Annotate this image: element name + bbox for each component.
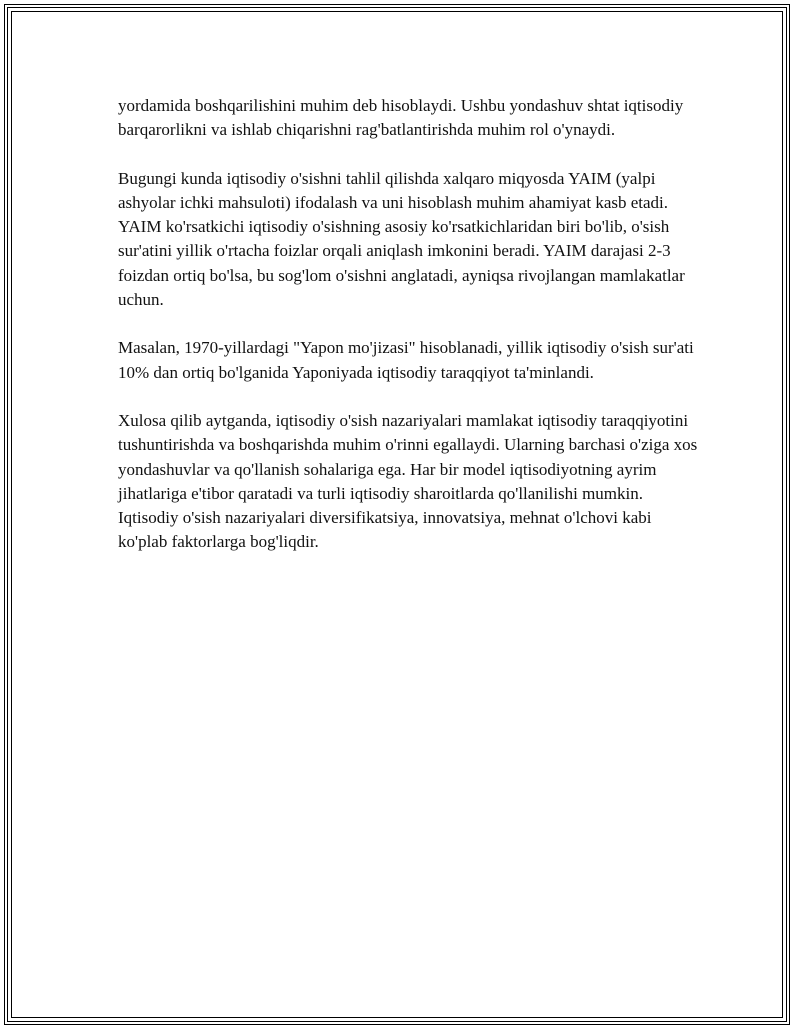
paragraph-3: Masalan, 1970-yillardagi "Yapon mo'jizasi" hisoblanadi, yillik iqtisodiy o'sish sur'ati 10% dan ortiq bo'lganida Yaponiyada iqtisodiy taraqqiyot ta'minlandi. [118,338,694,382]
paragraph-4: Xulosa qilib aytganda, iqtisodiy o'sish nazariyalari mamlakat iqtisodiy taraqqiyotini tushuntirishda va boshqarishda muhim o'rinni egallaydi. Ularning barchasi o'ziga xos yondashuvlar va qo'llanish sohalariga ega. Har bir model iqtisodiyotning ayrim jihatlariga e'tibor qaratadi va turli iqtisodiy sharoitlarda qo'llanilishi mumkin. Iqtisodiy o'sish nazariyalari diversifikatsiya, innovatsiya, mehnat o'lchovi kabi ko'plab faktorlarga bog'liqdir. [118,411,698,552]
paragraph-2: Bugungi kunda iqtisodiy o'sishni tahlil qilishda xalqaro miqyosda YAIM (yalpi ashyolar ichki mahsuloti) ifodalash va uni hisoblash muhim ahamiyat kasb etadi. YAIM ko'rsatkichi iqtisodiy o'sishning asosiy ko'rsatkichlaridan biri bo'lib, o'sish sur'atini yillik o'rtacha foizlar orqali aniqlash imkonini beradi. YAIM darajasi 2-3 foizdan ortiq bo'lsa, bu sog'lom o'sishni anglatadi, ayniqsa rivojlangan mamlakatlar uchun. [118,168,685,309]
paragraph-1: yordamida boshqarilishini muhim deb hisoblaydi. Ushbu yondashuv shtat iqtisodiy barqarorlikni va ishlab chiqarishni rag'batlantirishda muhim rol o'ynaydi. [118,96,684,140]
document-body [118,94,698,579]
